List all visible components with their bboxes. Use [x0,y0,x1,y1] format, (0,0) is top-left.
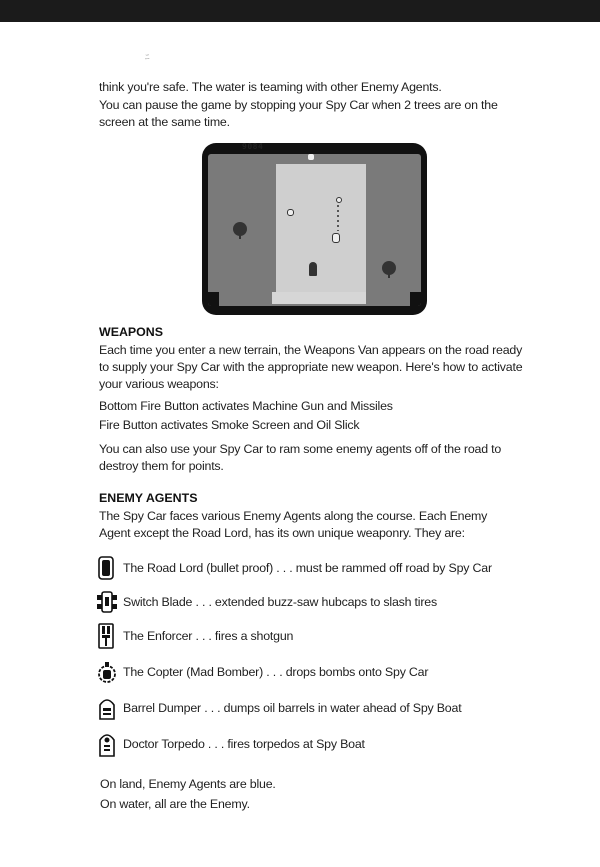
intro-pause-tip: You can pause the game by stopping your Spy Car when 2 trees are on the screen at the same time. [99,98,498,129]
road-lord-icon [96,555,118,581]
game-screenshot [202,143,427,315]
copter-icon [96,659,118,685]
doctor-torpedo-icon [96,731,118,757]
weapons-heading: WEAPONS [99,325,164,339]
enemy-boat-icon [287,209,294,216]
enemy-boat-icon [332,233,340,243]
spy-boat-icon [309,262,317,276]
corner-mark [410,292,421,306]
enemy-agents-intro: The Spy Car faces various Enemy Agents along the course. Each Enemy Agent except the Road Lord, has its own unique weaponry. They are: [99,509,488,540]
player-marker-icon [308,154,314,160]
bottom-fire-button-text: Bottom Fire Button activates Machine Gun and Missiles [99,399,393,413]
enemy-boat-icon [336,197,342,203]
wake-trail [337,205,339,231]
weapons-description: Each time you enter a new terrain, the Weapons Van appears on the road ready to supply your Spy Car with the appropriate new weapon. Here's how to activate your various weapons: [99,343,523,391]
top-black-band [0,0,600,22]
intro-line-1: think you're safe. The water is teaming with other Enemy Agents. [99,80,442,94]
enemy-label: Switch Blade . . . extended buzz-saw hubcaps to slash tires [123,595,437,609]
enemy-label: Doctor Torpedo . . . fires torpedos at Spy Boat [123,737,365,751]
switch-blade-icon [96,589,118,615]
enemy-label: The Copter (Mad Bomber) . . . drops bombs onto Spy Car [123,665,429,679]
enemy-label: The Road Lord (bullet proof) . . . must be rammed off road by Spy Car [123,561,492,575]
print-smudge: ﾆ [145,52,150,62]
land-note: On land, Enemy Agents are blue. [100,777,276,791]
fire-button-text: Fire Button activates Smoke Screen and Oil Slick [99,418,360,432]
game-field [208,154,421,306]
water-note: On water, all are the Enemy. [100,797,250,811]
enforcer-icon [96,623,118,649]
dock [272,292,366,304]
river [276,164,366,292]
enemy-label: Barrel Dumper . . . dumps oil barrels in water ahead of Spy Boat [123,701,462,715]
tree-icon [233,222,247,236]
barrel-dumper-icon [96,695,118,721]
game-score: 9084 [242,142,264,151]
corner-mark [208,292,219,306]
ram-tip: You can also use your Spy Car to ram some enemy agents off of the road to destroy them for points. [99,442,502,473]
tree-icon [382,261,396,275]
enemy-label: The Enforcer . . . fires a shotgun [123,629,294,643]
enemy-agents-heading: ENEMY AGENTS [99,491,198,505]
